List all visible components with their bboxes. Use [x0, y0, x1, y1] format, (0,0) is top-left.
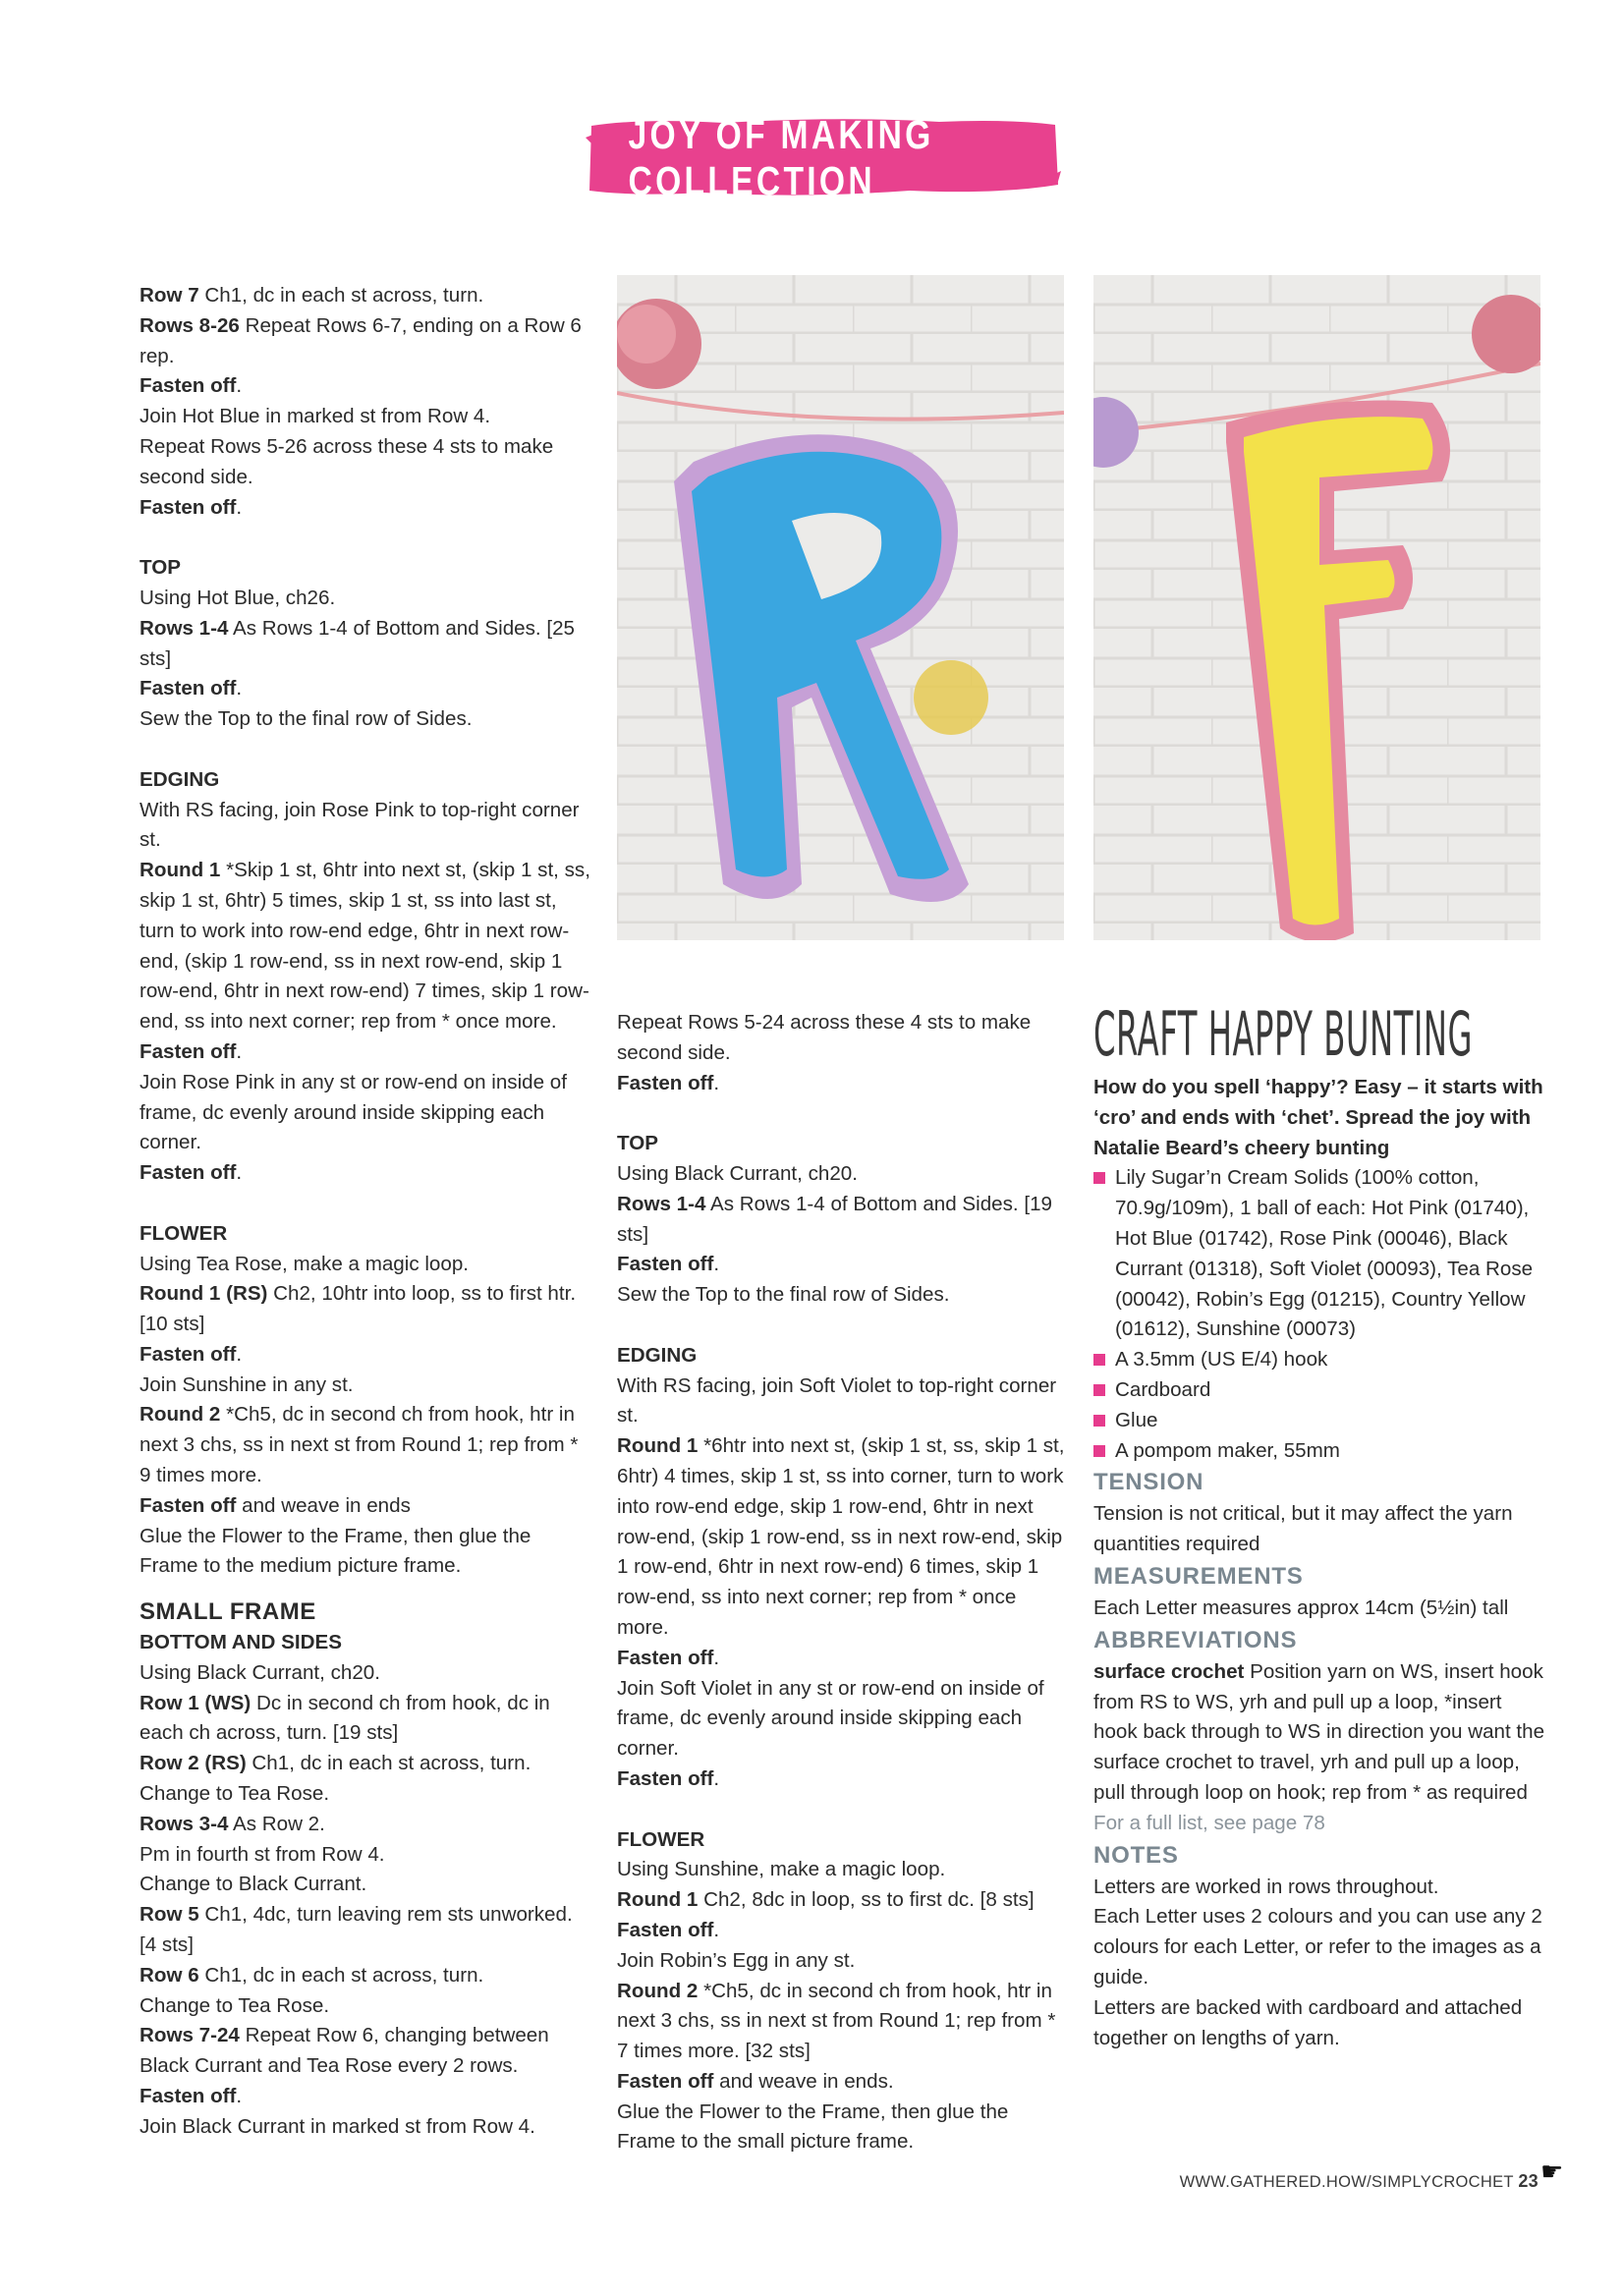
intro-text: How do you spell ‘happy’? Easy – it starts with ‘cro’ and ends with ‘chet’. Spread the joy with Natalie Beard’s cheery bunting	[1093, 1076, 1543, 1159]
heading-edging-small: EDGING	[617, 1343, 698, 1367]
heading-notes: NOTES	[1093, 1841, 1179, 1869]
materials-item: Lily Sugar’n Cream Solids (100% cotton, 70.9g/109m), 1 ball of each: Hot Pink (01740), Hot Blue (01742), Rose Pink (00046), Black Currant (01318), Soft Violet (00093), Tea Rose (00042), Robin’s Egg (01215), Country Yellow (01612), Sunshine (00073)	[1093, 1163, 1545, 1345]
abbreviations-link[interactable]: For a full list, see page 78	[1093, 1811, 1325, 1834]
heading-edging: EDGING	[140, 767, 220, 791]
photo-crochet-letter-f	[1093, 275, 1540, 940]
article-title: CRAFT HAPPY BUNTING	[1093, 998, 1474, 1070]
heading-top-small: TOP	[617, 1132, 658, 1155]
materials-item: A pompom maker, 55mm	[1093, 1436, 1545, 1467]
info-column: How do you spell ‘happy’? Easy – it starts with ‘cro’ and ends with ‘chet’. Spread the joy with Natalie Beard’s cheery bunting Lily Sugar’n Cream Solids (100% cotton, 70.9g/109m), 1 ball of each: Hot Pink (01740), Hot Blue (01742), Rose Pink (00046), Black Currant (01318), Soft Violet (00093), Tea Rose (00042), Robin’s Egg (01215), Country Yellow (01612), Sunshine (00073) A 3.5mm (US E/4) hook Cardboard Glue A pompom maker, 55mm TENSION Tension is not critical, but it may affect the yarn quantities required MEASUREMENTS Each Letter measures approx 14cm (5½in) tall ABBREVIATIONS surface crochet Position yarn on WS, insert hook from RS to WS, yrh and pull up a loop, *insert hook back through to WS in direction you want the surface crochet to travel, yrh and pull up a loop, pull through loop on hook; rep from * as required For a full list, see page 78 NOTES Letters are worked in rows throughout. Each Letter uses 2 colours and you can use any 2 colours for each Letter, or refer to the images as a guide. Letters are backed with cardboard and attached together on lengths of yarn.	[1093, 1073, 1545, 2053]
heading-flower-small: FLOWER	[617, 1827, 705, 1851]
pointing-hand-icon: ☛	[1540, 2156, 1564, 2186]
materials-item: Cardboard	[1093, 1375, 1545, 1406]
materials-item: Glue	[1093, 1406, 1545, 1436]
page-number: 23	[1518, 2171, 1539, 2191]
photo-crochet-letter-r	[617, 275, 1064, 940]
heading-bottom-and-sides: BOTTOM AND SIDES	[140, 1631, 342, 1654]
section-banner	[586, 112, 1061, 203]
pattern-column-2: Repeat Rows 5-24 across these 4 sts to make second side. Fasten off. TOP Using Black Currant, ch20. Rows 1-4 As Rows 1-4 of Bottom and Sides. [19 sts] Fasten off. Sew the Top to the final row of Sides. EDGING With RS facing, join Soft Violet to top-right corner st. Round 1 *6htr into next st, (skip 1 st, ss, skip 1 st, 6htr) 4 times, skip 1 st, ss into corner, turn to work into row-end edge, skip 1 row-end, 6htr in next row-end, (skip 1 row-end, ss in next row-end, skip 1 row-end, 6htr in next row-end) 6 times, skip 1 row-end, ss into next corner; rep from * once more. Fasten off. Join Soft Violet in any st or row-end on inside of frame, dc evenly around inside skipping each corner. Fasten off. FLOWER Using Sunshine, make a magic loop. Round 1 Ch2, 8dc in loop, ss to first dc. [8 sts] Fasten off. Join Robin’s Egg in any st. Round 2 *Ch5, dc in second ch from hook, htr in next 3 chs, ss in next st from Round 1; rep from * 7 times more. [32 sts] Fasten off and weave in ends. Glue the Flower to the Frame, then glue the Frame to the small picture frame.	[617, 1008, 1069, 2157]
pattern-column-1: Row 7 Ch1, dc in each st across, turn. Rows 8-26 Repeat Rows 6-7, ending on a Row 6 rep. Fasten off. Join Hot Blue in marked st from Row 4. Repeat Rows 5-26 across these 4 sts to make second side. Fasten off. TOP Using Hot Blue, ch26. Rows 1-4 As Rows 1-4 of Bottom and Sides. [25 sts] Fasten off. Sew the Top to the final row of Sides. EDGING With RS facing, join Rose Pink to top-right corner st. Round 1 *Skip 1 st, 6htr into next st, (skip 1 st, ss, skip 1 st, 6htr) 5 times, skip 1 st, ss into last st, turn to work into row-end edge, 6htr in next row-end, (skip 1 row-end, ss in next row-end, skip 1 row-end, 6htr in next row-end) 7 times, skip 1 row-end, ss into next corner; rep from * once more. Fasten off. Join Rose Pink in any st or row-end on inside of frame, dc evenly around inside skipping each corner. Fasten off. FLOWER Using Tea Rose, make a magic loop. Round 1 (RS) Ch2, 10htr into loop, ss to first htr. [10 sts] Fasten off. Join Sunshine in any st. Round 2 *Ch5, dc in second ch from hook, htr in next 3 chs, ss in next st from Round 1; rep from * 9 times more. Fasten off and weave in ends Glue the Flower to the Frame, then glue the Frame to the medium picture frame. SMALL FRAME BOTTOM AND SIDES Using Black Currant, ch20. Row 1 (WS) Dc in second ch from hook, dc in each ch across, turn. [19 sts] Row 2 (RS) Ch1, dc in each st across, turn. Change to Tea Rose. Rows 3-4 As Row 2. Pm in fourth st from Row 4. Change to Black Currant. Row 5 Ch1, 4dc, turn leaving rem sts unworked. [4 sts] Row 6 Ch1, dc in each st across, turn. Change to Tea Rose. Rows 7-24 Repeat Row 6, changing between Black Currant and Tea Rose every 2 rows. Fasten off. Join Black Currant in marked st from Row 4.	[140, 284, 590, 2138]
heading-tension: TENSION	[1093, 1469, 1204, 1496]
banner-title: JOY OF MAKING COLLECTION	[628, 112, 934, 203]
heading-small-frame: SMALL FRAME	[140, 1598, 316, 1626]
page-footer	[1180, 2171, 1539, 2192]
heading-abbreviations: ABBREVIATIONS	[1093, 1626, 1298, 1653]
heading-flower: FLOWER	[140, 1221, 228, 1245]
heading-top: TOP	[140, 556, 181, 580]
materials-item: A 3.5mm (US E/4) hook	[1093, 1345, 1545, 1375]
footer-url[interactable]: WWW.GATHERED.HOW/SIMPLYCROCHET	[1179, 2173, 1514, 2191]
heading-measurements: MEASUREMENTS	[1093, 1562, 1304, 1590]
